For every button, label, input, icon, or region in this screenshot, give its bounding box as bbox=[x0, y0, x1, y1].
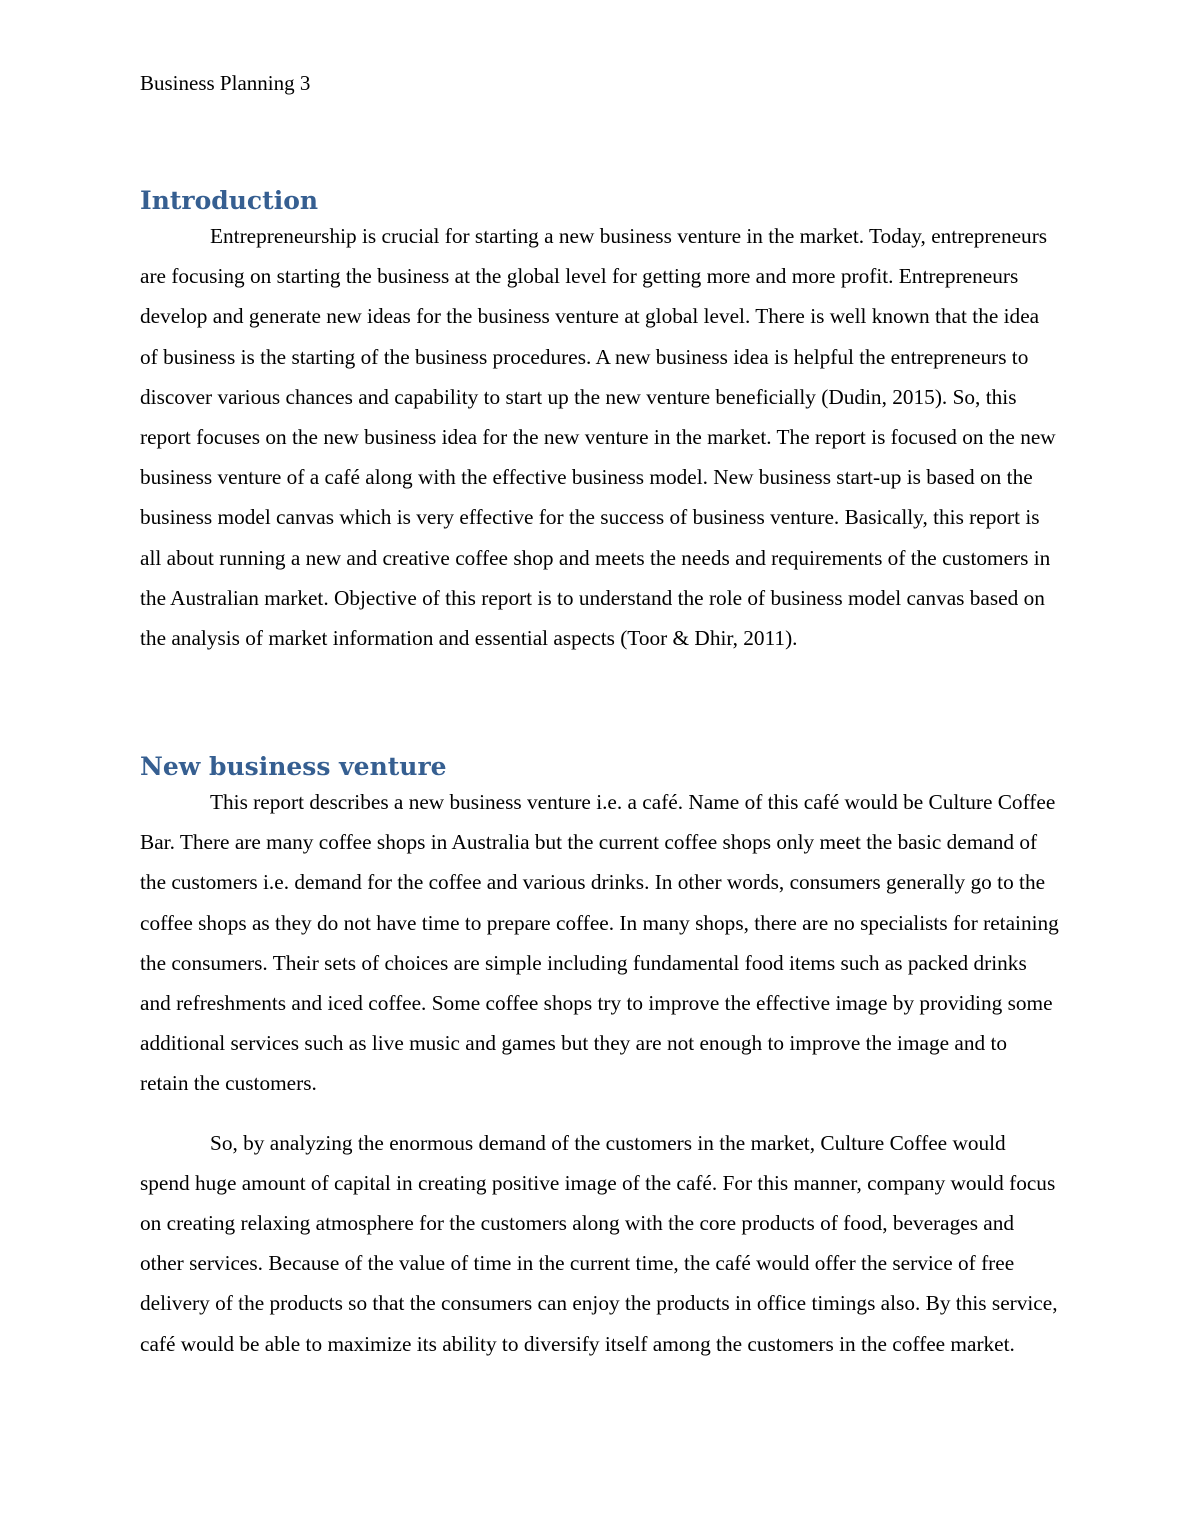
body-paragraph: This report describes a new business venture i.e. a café. Name of this café would be Culture Coffee Bar. There are many coffee shops in Australia but the current coffee shops only meet the basic demand of the customers i.e. demand for the coffee and various drinks. In other words, consumers generally go to the coffee shops as they do not have time to prepare coffee. In many shops, there are no specialists for retaining the consumers. Their sets of choices are simple including fundamental food items such as packed drinks and refreshments and iced coffee. Some coffee shops try to improve the effective image by providing some additional services such as live music and games but they are not enough to improve the image and to retain the customers. bbox=[140, 790, 1059, 1096]
section-heading-new-business-venture: New business venture bbox=[140, 752, 447, 781]
section-heading-introduction: Introduction bbox=[140, 186, 319, 215]
body-paragraph: So, by analyzing the enormous demand of the customers in the market, Culture Coffee would spend huge amount of capital in creating positive image of the café. For this manner, company would focus on creating relaxing atmosphere for the customers along with the core products of food, beverages and other services. Because of the value of time in the current time, the café would offer the service of free delivery of the products so that the consumers can enjoy the products in office timings also. By this service, café would be able to maximize its ability to diversify itself among the customers in the coffee market. bbox=[140, 1130, 1058, 1356]
running-head: Business Planning 3 bbox=[140, 71, 311, 95]
section-new-business-venture bbox=[140, 752, 1060, 1364]
body-paragraph: Entrepreneurship is crucial for starting a new business venture in the market. Today, entrepreneurs are focusing on starting the business at the global level for getting more and more profit. Entrepreneurs develop and generate new ideas for the business venture at global level. There is well known that the idea of business is the starting of the business procedures. A new business idea is helpful the entrepreneurs to discover various chances and capability to start up the new venture beneficially (Dudin, 2015). So, this report focuses on the new business idea for the new venture in the market. The report is focused on the new business venture of a café along with the effective business model. New business start-up is based on the business model canvas which is very effective for the success of business venture. Basically, this report is all about running a new and creative coffee shop and meets the needs and requirements of the customers in the Australian market. Objective of this report is to understand the role of business model canvas based on the analysis of market information and essential aspects (Toor & Dhir, 2011). bbox=[140, 224, 1056, 651]
section-introduction bbox=[140, 186, 1060, 658]
